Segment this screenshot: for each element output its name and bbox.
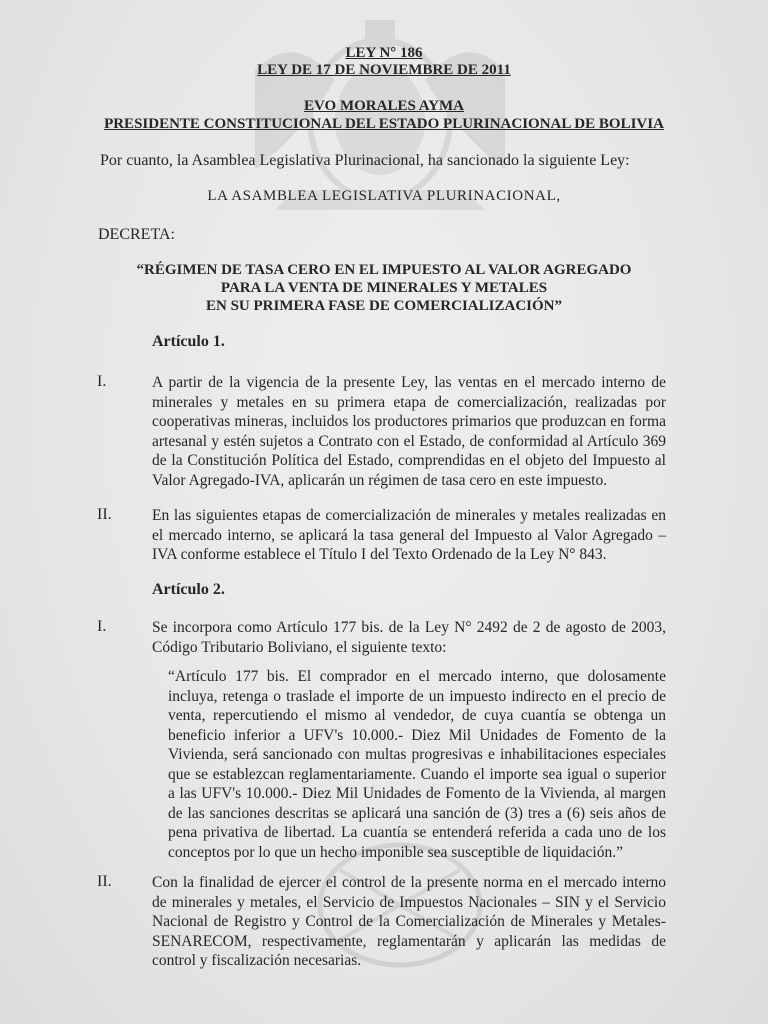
president-title: PRESIDENTE CONSTITUCIONAL DEL ESTADO PLURINACIONAL DE BOLIVIA <box>104 116 664 132</box>
law-title-line: EN SU PRIMERA FASE DE COMERCIALIZACIÓN” <box>205 298 562 314</box>
article-2-paragraph-i: Se incorpora como Artículo 177 bis. de la Ley N° 2492 de 2 de agosto de 2003, Código Tributario Boliviano, el siguiente texto: <box>152 619 666 656</box>
article-1-numeral-i: I. <box>97 373 107 390</box>
article-2-paragraph-ii: Con la finalidad de ejercer el control de la presente norma en el mercado interno de minerales y metales, el Servicio de Impuestos Nacionales – SIN y el Servicio Nacional de Registro y Control de la Comercialización de Minerales y Metales-SENARECOM, respectivamente, reglamentarán y aplicarán las medidas de control y fiscalización necesarias. <box>152 874 666 969</box>
law-title <box>0 261 768 315</box>
president-name: EVO MORALES AYMA <box>304 98 464 114</box>
law-title-line: “RÉGIMEN DE TASA CERO EN EL IMPUESTO AL VALOR AGREGADO <box>136 262 632 278</box>
article-1-paragraph-ii: En las siguientes etapas de comercialización de minerales y metales realizadas en el mercado interno, se aplicará la tasa general del Impuesto al Valor Agregado – IVA conforme establece el Título I del Texto Ordenado de la Ley N° 843. <box>152 507 666 563</box>
assembly-heading: LA ASAMBLEA LEGISLATIVA PLURINACIONAL, <box>207 188 561 204</box>
article-2-numeral-i: I. <box>97 618 107 635</box>
law-date: LEY DE 17 DE NOVIEMBRE DE 2011 <box>257 62 511 78</box>
article-1-numeral-ii: II. <box>97 506 112 523</box>
article-1-heading: Artículo 1. <box>152 333 225 350</box>
decreta-heading: DECRETA: <box>98 226 175 243</box>
article-177-bis-quote: “Artículo 177 bis. El comprador en el mercado interno, que dolosamente incluya, retenga o traslade el importe de un impuesto indirecto en el precio de venta, repercutiendo el mismo al vendedor, de cuya cuantía se obtenga un beneficio inferior a UFV's 10.000.- Diez Mil Unidades de Fomento de la Vivienda, será sancionado con multas progresivas e inhabilitaciones especiales que se establezcan reglamentariamente. Cuando el importe sea igual o superior a las UFV's 10.000.- Diez Mil Unidades de Fomento de la Vivienda, al margen de las sanciones descritas se aplicará una sanción de (3) tres a (6) seis años de pena privativa de libertad. La cuantía se entenderá referida a cada uno de los conceptos por lo que un hecho imponible sea susceptible de liquidación.” <box>168 668 666 861</box>
article-1-paragraph-i: A partir de la vigencia de la presente Ley, las ventas en el mercado interno de minerales y metales en su primera etapa de comercialización, realizadas por cooperativas mineras, incluidos los productores primarios que produzcan en forma artesanal y estén sujetos a Contrato con el Estado, de conformidad al Artículo 369 de la Constitución Política del Estado, comprendidas en el objeto del Impuesto al Valor Agregado-IVA, aplicarán un régimen de tasa cero en este impuesto. <box>152 374 666 489</box>
law-title-line: PARA LA VENTA DE MINERALES Y METALES <box>220 280 548 296</box>
article-2-numeral-ii: II. <box>97 873 112 890</box>
law-number: LEY N° 186 <box>345 45 423 61</box>
por-cuanto-text: Por cuanto, la Asamblea Legislativa Plurinacional, ha sancionado la siguiente Ley: <box>100 152 630 169</box>
article-2-heading: Artículo 2. <box>152 581 225 598</box>
